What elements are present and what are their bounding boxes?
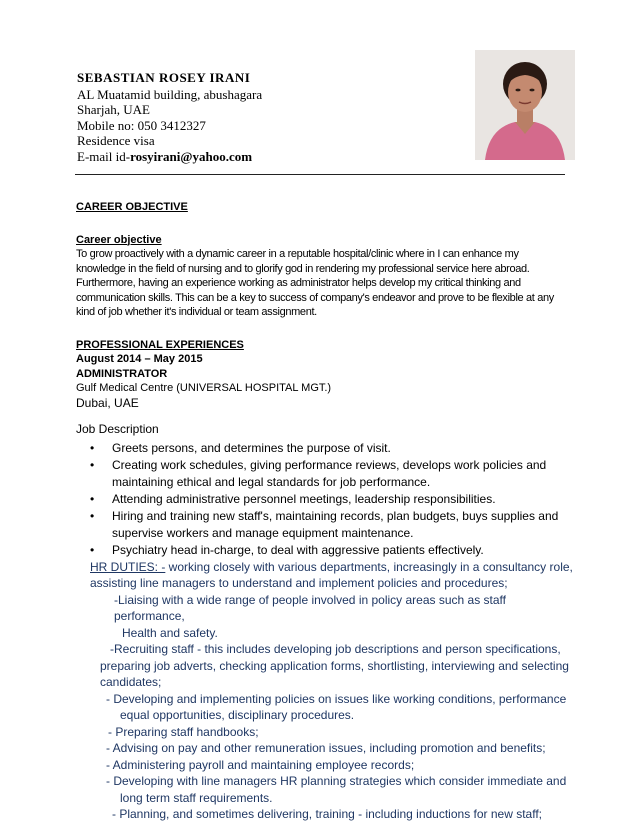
experience-heading: PROFESSIONAL EXPERIENCES bbox=[76, 338, 244, 351]
hr-duties-line: - Administering payroll and maintaining employee records; bbox=[106, 757, 415, 772]
experience-location: Dubai, UAE bbox=[76, 395, 139, 410]
hr-duties-line: - Planning, and sometimes delivering, training - including inductions for new staff; bbox=[112, 807, 543, 821]
bullet-icon: • bbox=[90, 440, 95, 455]
bullet-icon: • bbox=[90, 508, 95, 523]
career-objective-line: To grow proactively with a dynamic career in a reputable hospital/clinic where in I can enhance my bbox=[76, 248, 519, 260]
email-line bbox=[77, 149, 467, 165]
hr-duties-line: Health and safety. bbox=[122, 625, 218, 640]
career-objective-heading: CAREER OBJECTIVE bbox=[76, 201, 188, 213]
hr-duties-line: HR DUTIES: - working closely with various departments, increasingly in a consultancy role, bbox=[90, 559, 573, 574]
profile-photo-image bbox=[475, 50, 575, 160]
list-item: • Hiring and training new staff's, maintaining records, plan budgets, buys supplies and supervise workers and manage equipment maintenance. bbox=[90, 508, 559, 540]
job-duties-list bbox=[76, 440, 576, 559]
bullet-icon: • bbox=[90, 542, 95, 557]
experience-role: ADMINISTRATOR bbox=[76, 367, 168, 380]
list-item: • Creating work schedules, giving performance reviews, develops work policies and maintaining ethical and legal standards for job performance. bbox=[90, 457, 547, 489]
hr-duties-line: - Developing and implementing policies on issues like working conditions, performance bbox=[106, 691, 567, 706]
list-item: • Greets persons, and determines the purpose of visit. bbox=[90, 440, 391, 455]
bullet-icon: • bbox=[90, 491, 95, 506]
bullet-icon: • bbox=[90, 457, 95, 472]
experience-period: August 2014 – May 2015 bbox=[76, 353, 203, 365]
candidate-name: SEBASTIAN ROSEY IRANI bbox=[77, 70, 251, 85]
hr-duties-block bbox=[76, 559, 576, 823]
list-item: • Psychiatry head in-charge, to deal with aggressive patients effectively. bbox=[90, 542, 484, 557]
hr-duties-line: - Developing with line managers HR planning strategies which consider immediate and bbox=[106, 774, 567, 788]
job-description-label: Job Description bbox=[76, 422, 159, 436]
hr-duties-line: equal opportunities, disciplinary procedures. bbox=[120, 708, 355, 722]
hr-duties-line: -Liaising with a wide range of people involved in policy areas such as staff performance, bbox=[114, 592, 507, 623]
residence-status: Residence visa bbox=[77, 133, 155, 148]
hr-duties-label: HR DUTIES: - bbox=[90, 559, 166, 574]
resume-body bbox=[76, 200, 576, 823]
hr-duties-line: assisting line managers to understand and implement policies and procedures; bbox=[90, 576, 508, 590]
experience-employer: Gulf Medical Centre (UNIVERSAL HOSPITAL MGT.) bbox=[76, 382, 332, 394]
header-divider bbox=[75, 174, 565, 175]
hr-duties-line: - Advising on pay and other remuneration issues, including promotion and benefits; bbox=[106, 741, 546, 755]
mobile-number: Mobile no: 050 3412327 bbox=[77, 117, 206, 133]
hr-duties-line: candidates; bbox=[100, 675, 162, 689]
career-objective-line: communication skills. This can be a key to success of company's endeavor and prove to be flexible at any bbox=[76, 291, 554, 304]
list-item: • Attending administrative personnel meetings, leadership responsibilities. bbox=[90, 491, 496, 506]
career-objective-line: Furthermore, having an experience working as administrator helps develop my critical thinking and bbox=[76, 277, 521, 289]
email-address: rosyirani@yahoo.com bbox=[130, 148, 253, 164]
career-objective-line: kind of job whether it's individual or team assignment. bbox=[76, 306, 317, 318]
hr-duties-line: preparing job adverts, checking application forms, shortlisting, interviewing and selecting bbox=[100, 658, 569, 673]
hr-duties-line: - Preparing staff handbooks; bbox=[108, 724, 259, 739]
hr-duties-line: -Recruiting staff - this includes developing job descriptions and person specifications, bbox=[110, 642, 561, 656]
hr-duties-line: long term staff requirements. bbox=[120, 790, 273, 805]
address-line-2: Sharjah, UAE bbox=[77, 102, 150, 117]
contact-header bbox=[77, 70, 467, 164]
address-line-1: AL Muatamid building, abushagara bbox=[77, 86, 263, 102]
profile-photo bbox=[475, 50, 575, 160]
email-prefix: E-mail id- bbox=[77, 148, 131, 164]
career-objective-line: knowledge in the field of nursing and to glorify god in rendering my professional service here abroad. bbox=[76, 262, 530, 275]
career-objective-subheading: Career objective bbox=[76, 233, 162, 246]
